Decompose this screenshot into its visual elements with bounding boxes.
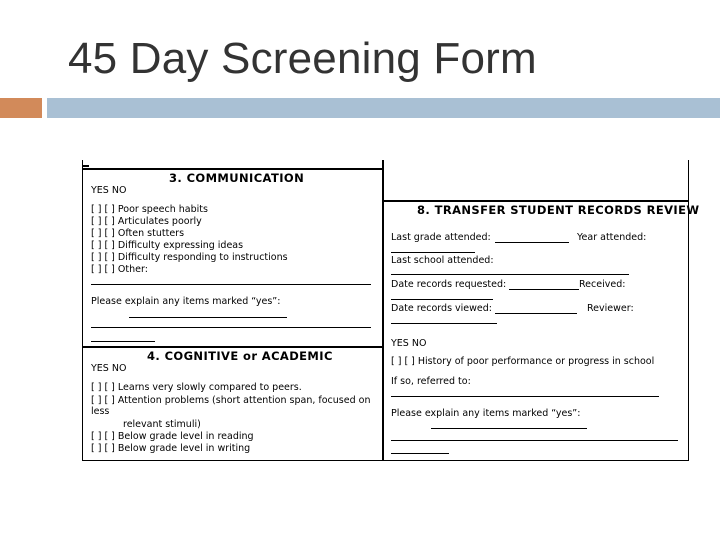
transfer-explain-label: Please explain any items marked “yes”:: [391, 408, 581, 419]
divider-communication-top: [83, 168, 383, 170]
screening-form: [82, 160, 700, 461]
divider-cognitive-top: [83, 346, 383, 348]
divider-transfer-top: [383, 200, 688, 202]
transfer-yes-no: YES NO: [391, 338, 427, 349]
answer-line[interactable]: [391, 252, 475, 253]
transfer-heading: 8. TRANSFER STUDENT RECORDS REVIEW: [417, 203, 700, 217]
answer-line[interactable]: [91, 327, 371, 328]
answer-line[interactable]: [129, 317, 287, 318]
cognitive-item[interactable]: [ ] [ ] Attention problems (short attention span, focused on: [91, 395, 371, 406]
history-item[interactable]: [ ] [ ] History of poor performance or progress in school: [391, 356, 655, 367]
year-attended-label: Year attended:: [577, 232, 647, 243]
answer-line[interactable]: [431, 428, 587, 429]
date-viewed-label: Date records viewed:: [391, 303, 492, 314]
cognitive-item[interactable]: [ ] [ ] Below grade level in reading: [91, 431, 254, 442]
communication-item[interactable]: [ ] [ ] Difficulty responding to instructions: [91, 252, 288, 263]
communication-yes-no: YES NO: [91, 185, 127, 196]
communication-item[interactable]: [ ] [ ] Other:: [91, 264, 148, 275]
answer-line[interactable]: [391, 323, 497, 324]
last-grade-field[interactable]: [495, 242, 569, 243]
last-school-label: Last school attended:: [391, 255, 494, 266]
communication-item[interactable]: [ ] [ ] Articulates poorly: [91, 216, 202, 227]
cognitive-heading: 4. COGNITIVE or ACADEMIC: [147, 349, 333, 363]
cognitive-item[interactable]: [ ] [ ] Learns very slowly compared to peers.: [91, 382, 302, 393]
cognitive-item-continuation: less: [91, 406, 110, 417]
communication-heading: 3. COMMUNICATION: [169, 171, 305, 185]
referred-field[interactable]: [391, 396, 659, 397]
date-viewed-field[interactable]: [495, 313, 577, 314]
communication-item[interactable]: [ ] [ ] Poor speech habits: [91, 204, 208, 215]
slide-title: 45 Day Screening Form: [68, 34, 537, 83]
communication-item[interactable]: [ ] [ ] Difficulty expressing ideas: [91, 240, 244, 251]
cognitive-item-continuation: relevant stimuli): [123, 419, 201, 430]
date-requested-field[interactable]: [509, 289, 579, 290]
answer-line[interactable]: [391, 440, 678, 441]
answer-line[interactable]: [91, 284, 371, 285]
answer-line[interactable]: [391, 453, 449, 454]
divider-mark: [83, 165, 89, 167]
communication-item[interactable]: [ ] [ ] Often stutters: [91, 228, 185, 239]
cognitive-yes-no: YES NO: [91, 363, 127, 374]
answer-line[interactable]: [91, 341, 155, 342]
date-requested-label: Date records requested:: [391, 279, 507, 290]
answer-line[interactable]: [391, 299, 493, 300]
communication-explain-label: Please explain any items marked “yes”:: [91, 296, 281, 307]
cognitive-item[interactable]: [ ] [ ] Below grade level in writing: [91, 443, 251, 454]
accent-bar-orange: [0, 98, 42, 118]
referred-label: If so, referred to:: [391, 376, 471, 387]
accent-bar-blue: [47, 98, 720, 118]
reviewer-label: Reviewer:: [587, 303, 634, 314]
received-label: Received:: [579, 279, 626, 290]
last-grade-label: Last grade attended:: [391, 232, 491, 243]
column-divider: [382, 160, 384, 460]
last-school-field[interactable]: [391, 274, 629, 275]
